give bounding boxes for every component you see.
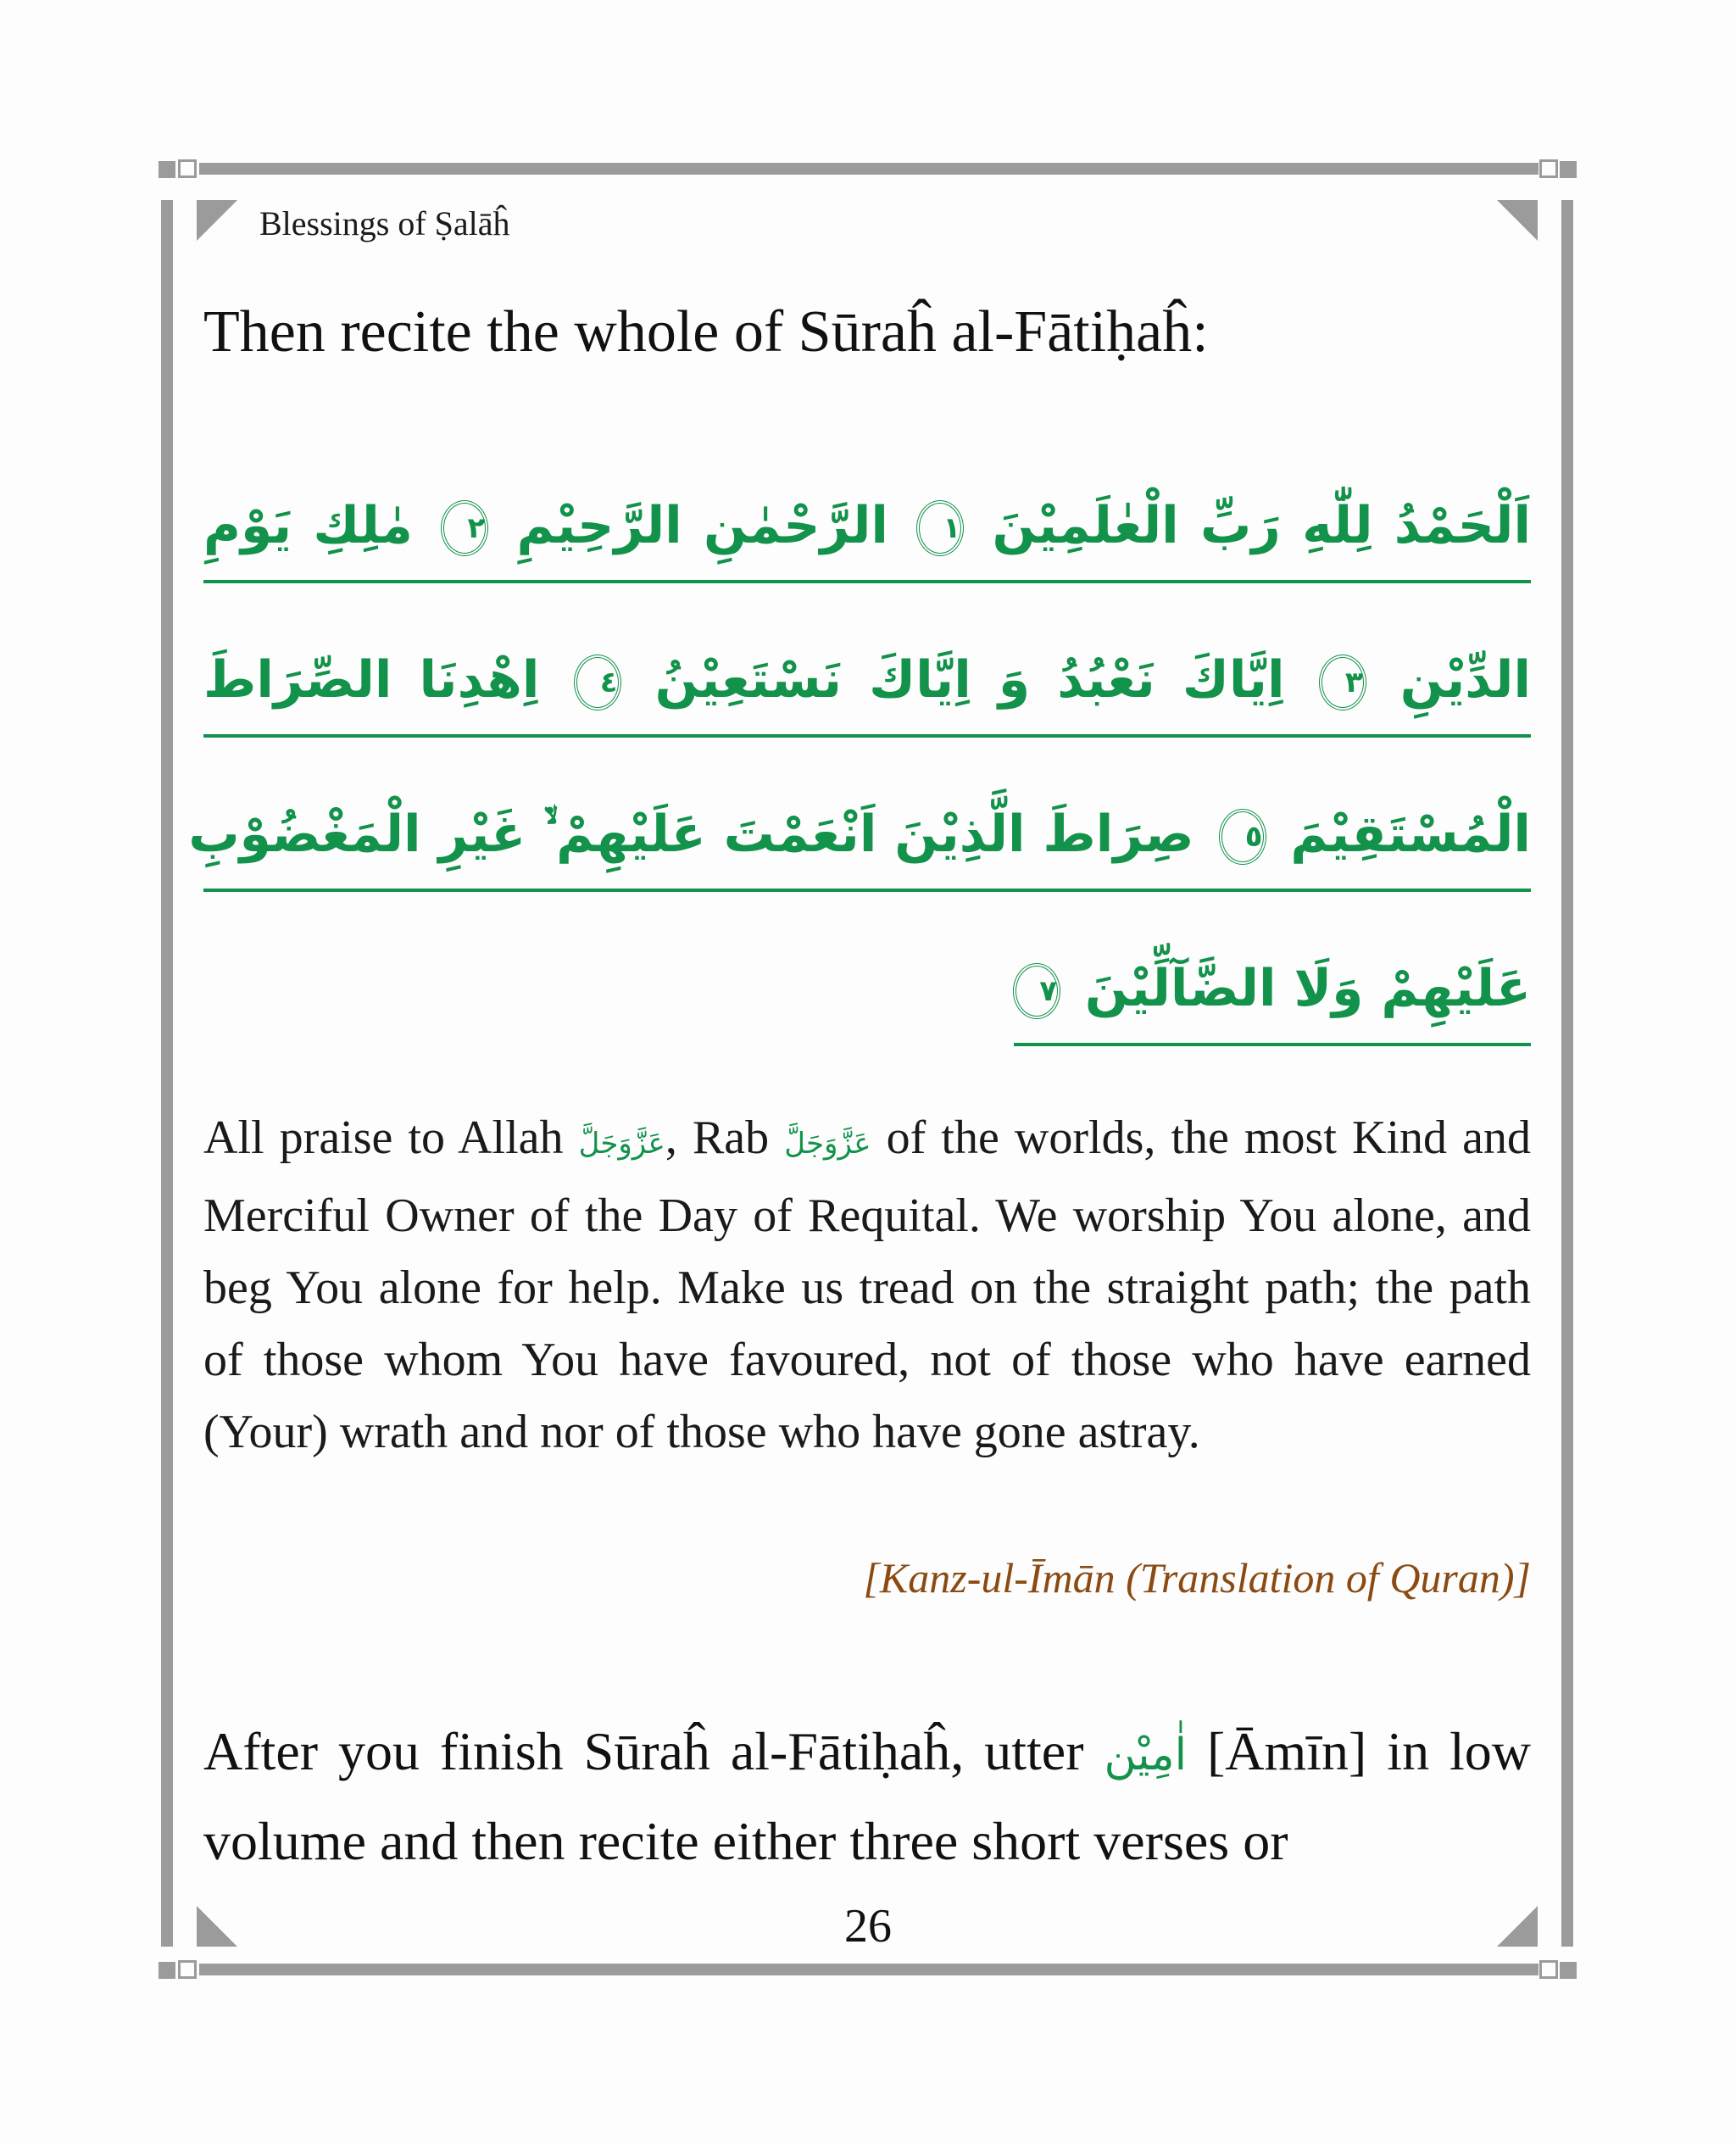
amin-arabic: اٰمِيْن bbox=[1104, 1730, 1188, 1780]
body-text: After you finish Sūraĥ al-Fātiḥaĥ, utter bbox=[203, 1721, 1104, 1781]
arabic-rule-1 bbox=[203, 580, 1531, 583]
arabic-text: مٰلِكِ يَوْمِ bbox=[203, 496, 413, 555]
citation: [Kanz-ul-Īmān (Translation of Quran)] bbox=[863, 1554, 1531, 1602]
corner-triangle-tr bbox=[1497, 200, 1538, 241]
arabic-text: صِرَاطَ الَّذِيْنَ اَنْعَمْتَ عَلَيْهِمْ ۙ۬ غَيْرِ الْمَغْضُوْبِ bbox=[188, 805, 1194, 864]
translation-paragraph bbox=[203, 1102, 1531, 1468]
honorific-arabic: عَزَّوَجَلَّ bbox=[578, 1127, 665, 1161]
ayah-marker: ١ bbox=[916, 500, 964, 556]
frame-left bbox=[161, 200, 173, 1947]
intro-heading: Then recite the whole of Sūraĥ al-Fātiḥaĥ: bbox=[203, 299, 1209, 365]
ayah-marker: ٣ bbox=[1319, 655, 1366, 710]
page-number: 26 bbox=[844, 1900, 892, 1953]
translation-text: , Rab bbox=[665, 1112, 785, 1164]
corner-br-box bbox=[1539, 1960, 1558, 1979]
arabic-text: عَلَيْهِمْ وَلَا الضَّآلِّيْنَ bbox=[1084, 959, 1531, 1018]
frame-top bbox=[199, 163, 1538, 175]
corner-tr bbox=[1560, 161, 1577, 178]
ayah-marker: ٥ bbox=[1219, 809, 1266, 865]
body-paragraph bbox=[203, 1708, 1531, 1885]
running-title: Blessings of Ṣalāĥ bbox=[259, 204, 510, 242]
arabic-text: اِيَّاكَ نَعْبُدُ وَ اِيَّاكَ نَسْتَعِيْنُ bbox=[654, 650, 1285, 710]
arabic-rule-2 bbox=[203, 734, 1531, 738]
honorific-arabic: عَزَّوَجَلَّ bbox=[784, 1127, 871, 1161]
corner-bl bbox=[159, 1962, 175, 1979]
corner-tl-box bbox=[178, 159, 197, 178]
translation-text: All praise to Allah bbox=[203, 1112, 579, 1164]
arabic-rule-3 bbox=[203, 889, 1531, 892]
arabic-line-1 bbox=[203, 492, 1531, 560]
frame-bottom bbox=[199, 1964, 1538, 1975]
arabic-line-3 bbox=[188, 800, 1531, 868]
arabic-text: اَلْحَمْدُ لِلّٰهِ رَبِّ الْعٰلَمِيْنَ bbox=[992, 496, 1532, 555]
corner-bl-box bbox=[178, 1960, 197, 1979]
corner-br bbox=[1560, 1962, 1577, 1979]
arabic-rule-4 bbox=[1014, 1043, 1531, 1046]
ayah-marker: ٧ bbox=[1013, 963, 1060, 1019]
corner-tr-box bbox=[1539, 159, 1558, 178]
frame-right bbox=[1561, 200, 1573, 1947]
body-text: [Āmīn] in low volume and then recite either three short verses or bbox=[203, 1721, 1532, 1871]
arabic-text: الْمُسْتَقِيْمَ bbox=[1290, 805, 1531, 864]
arabic-text: الرَّحْمٰنِ الرَّحِيْمِ bbox=[516, 496, 888, 555]
corner-triangle-tl bbox=[197, 200, 237, 241]
corner-tl bbox=[159, 161, 175, 178]
arabic-line-4 bbox=[1014, 955, 1531, 1022]
arabic-text: اِهْدِنَا الصِّرَاطَ bbox=[203, 650, 540, 710]
ayah-marker: ٤ bbox=[574, 655, 621, 710]
ayah-marker: ٢ bbox=[441, 500, 488, 556]
arabic-text: الدِّيْنِ bbox=[1399, 650, 1532, 710]
arabic-line-2 bbox=[203, 646, 1531, 714]
translation-text: of the worlds, the most Kind and Merciful Owner of the Day of Requital. We worship You alone, and beg You alone for help. Make us tread on the straight path; the path of those whom You have favoured, not of those who have earned (Your) wrath and nor of those who have gone astray. bbox=[203, 1112, 1531, 1458]
